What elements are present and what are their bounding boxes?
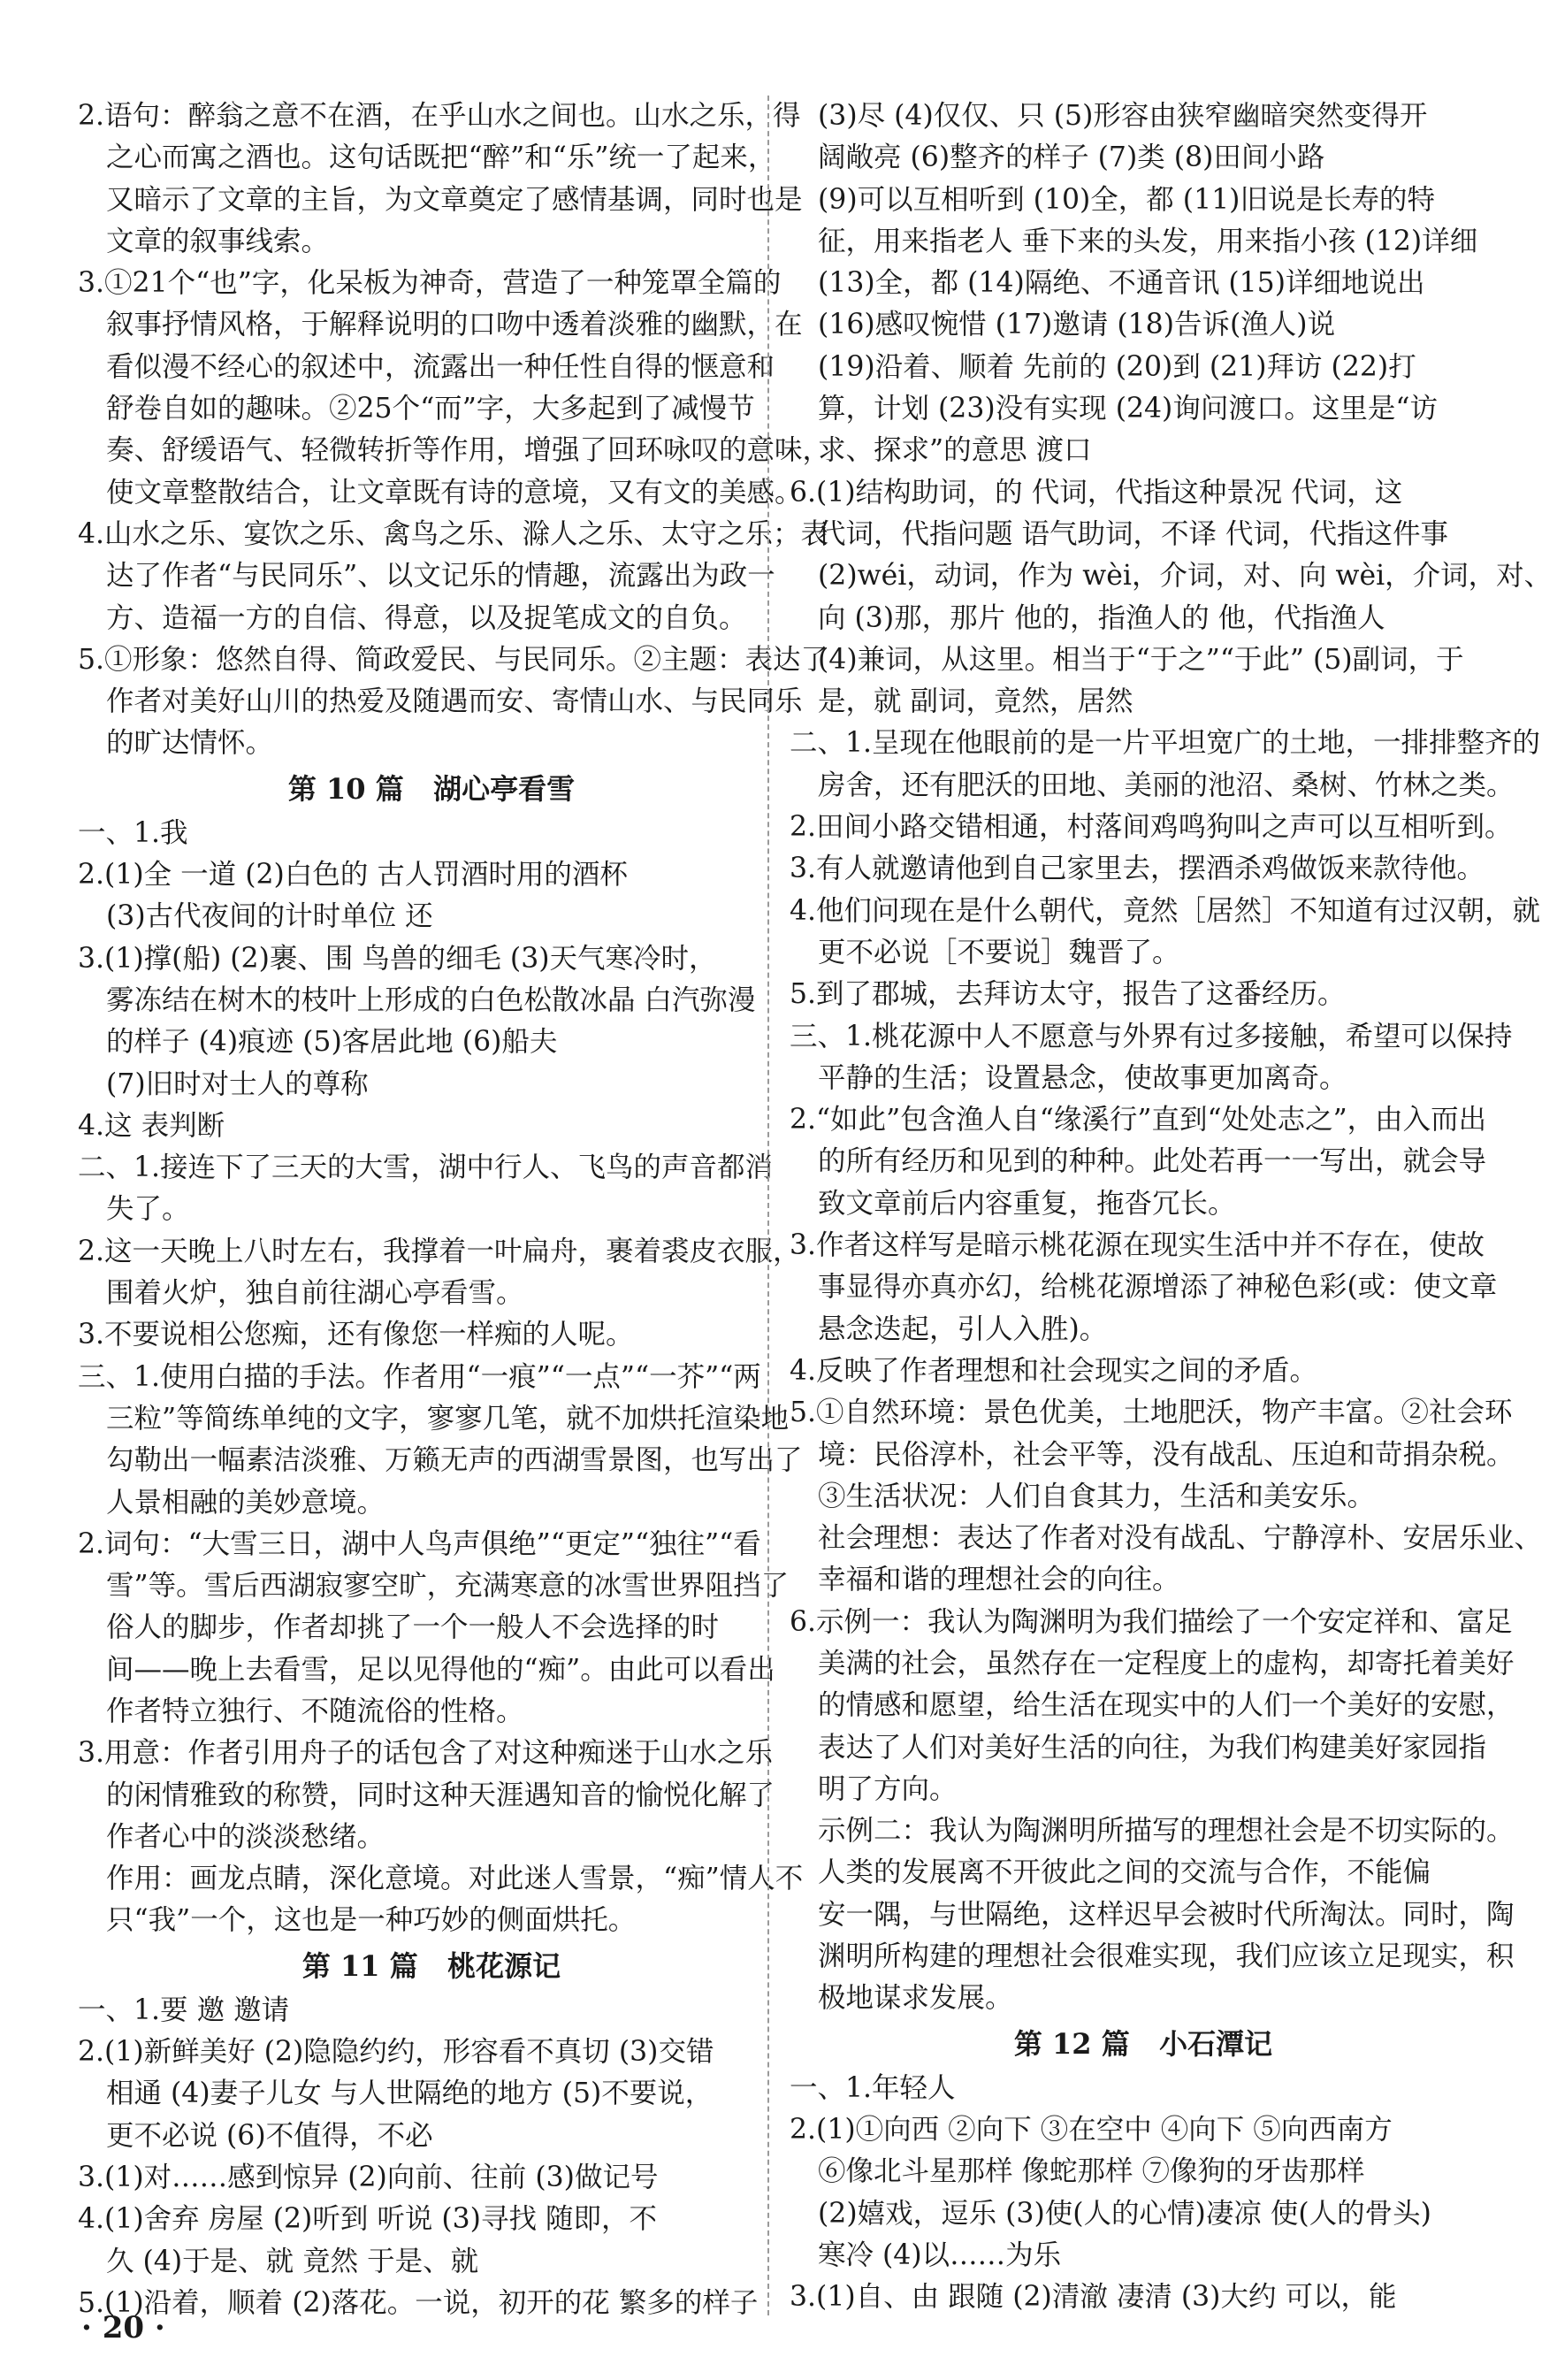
column-divider	[767, 96, 769, 2315]
answer-line: (16)感叹惋惜 (17)邀请 (18)告诉(渔人)说	[818, 309, 1336, 341]
answer-line: 围着火炉，独自前往湖心亭看雪。	[106, 1277, 524, 1310]
answer-line: 4.这 表判断	[78, 1109, 225, 1142]
answer-line: 明了方向。	[818, 1772, 958, 1805]
answer-line: 3.(1)撑(船) (2)裹、围 鸟兽的细毛 (3)天气寒冷时，	[78, 942, 717, 975]
answer-line: 阔敞亮 (6)整齐的样子 (7)类 (8)田间小路	[818, 142, 1325, 174]
answer-line: 文章的叙事线索。	[106, 225, 330, 257]
answer-line: 一、1.年轻人	[790, 2071, 956, 2104]
answer-line: 三、1.桃花源中人不愿意与外界有过多接触，希望可以保持	[790, 1020, 1513, 1052]
answer-line: 达了作者“与民同乐”、以文记乐的情趣，流露出为政一	[106, 560, 775, 593]
answer-line: 二、1.呈现在他眼前的是一片平坦宽广的土地，一排排整齐的	[790, 727, 1541, 760]
answer-line: (3)古代夜间的计时单位 还	[106, 900, 433, 933]
answer-line: 是，就 副词，竟然，居然	[818, 685, 1133, 718]
answer-line: 人类的发展离不开彼此之间的交流与合作，不能偏	[818, 1856, 1431, 1889]
answer-line: 的闲情雅致的称赞，同时这种天涯遇知音的愉悦化解了	[106, 1779, 775, 1811]
answer-line: (2)wéi，动词，作为 wèi，介词，对、向 wèi，介词，对、	[818, 560, 1553, 593]
answer-line: 舒卷自如的趣味。②25个“而”字，大多起到了减慢节	[106, 393, 755, 425]
answer-line: 更不必说［不要说］魏晋了。	[818, 936, 1180, 968]
answer-line: 雪”等。雪后西湖寂寥空旷，充满寒意的冰雪世界阻挡了	[106, 1570, 790, 1603]
page-number: · 20 ·	[81, 2310, 165, 2346]
answer-line: 极地谋求发展。	[818, 1982, 1013, 2015]
answer-line: 作者特立独行、不随流俗的性格。	[106, 1695, 524, 1727]
answer-line: 雾冻结在树木的枝叶上形成的白色松散冰晶 白汽弥漫	[106, 983, 756, 1016]
answer-line: 悬念迭起，引人入胜)。	[818, 1312, 1108, 1345]
answer-line: 俗人的脚步，作者却挑了一个一般人不会选择的时	[106, 1611, 720, 1644]
answer-line: 奏、舒缓语气、轻微转折等作用，增强了回环咏叹的意味，	[106, 434, 831, 467]
answer-line: (19)沿着、顺着 先前的 (20)到 (21)拜访 (22)打	[818, 350, 1416, 383]
answer-line: 3.用意：作者引用舟子的话包含了对这种痴迷于山水之乐	[78, 1737, 774, 1770]
answer-line: 境：民俗淳朴，社会平等，没有战乱、压迫和苛捐杂税。	[818, 1438, 1515, 1471]
answer-line: 使文章整散结合，让文章既有诗的意境，又有文的美感。	[106, 476, 803, 509]
section-heading: 第 10 篇 湖心亭看雪	[287, 771, 576, 806]
answer-line: 久 (4)于是、就 竟然 于是、就	[106, 2245, 479, 2277]
answer-line: 3.有人就邀请他到自己家里去，摆酒杀鸡做饭来款待他。	[790, 853, 1485, 885]
answer-line: 看似漫不经心的叙述中，流露出一种任性自得的惬意和	[106, 350, 775, 383]
answer-line: 5.(1)沿着，顺着 (2)落花。一说，初开的花 繁多的样子	[78, 2286, 759, 2319]
answer-line: 3.作者这样写是暗示桃花源在现实生活中并不存在，使故	[790, 1229, 1485, 1262]
answer-line: 求、探求”的意思 渡口	[818, 434, 1092, 467]
answer-line: 间——晚上去看雪，足以见得他的“痴”。由此可以看出	[106, 1653, 775, 1686]
section-heading: 第 12 篇 小石潭记	[1013, 2026, 1273, 2061]
answer-line: 3.①21个“也”字，化呆板为神奇，营造了一种笼罩全篇的	[78, 267, 782, 300]
answer-line: 表达了人们对美好生活的向往，为我们构建美好家园指	[818, 1731, 1487, 1764]
answer-line: 5.到了郡城，去拜访太守，报告了这番经历。	[790, 978, 1346, 1011]
answer-line: 事显得亦真亦幻，给桃花源增添了神秘色彩(或：使文章	[818, 1271, 1498, 1304]
answer-line: (4)兼词，从这里。相当于“于之”“于此” (5)副词，于	[818, 643, 1464, 676]
answer-line: (2)嬉戏，逗乐 (3)使(人的心情)凄凉 使(人的骨头)	[818, 2197, 1431, 2230]
answer-line: 2.(1)①向西 ②向下 ③在空中 ④向下 ⑤向西南方	[790, 2113, 1393, 2146]
answer-line: 5.①自然环境：景色优美，土地肥沃，物产丰富。②社会环	[790, 1397, 1513, 1429]
answer-line: 幸福和谐的理想社会的向往。	[818, 1564, 1180, 1596]
answer-line: 勾勒出一幅素洁淡雅、万籁无声的西湖雪景图，也写出了	[106, 1444, 803, 1477]
answer-line: ③生活状况：人们自食其力，生活和美安乐。	[818, 1480, 1376, 1512]
answer-line: 2.“如此”包含渔人自“缘溪行”直到“处处志之”，由入而出	[790, 1104, 1487, 1136]
answer-line: (13)全，都 (14)隔绝、不通音讯 (15)详细地说出	[818, 267, 1425, 300]
left-column	[78, 96, 831, 2324]
answer-line: 2.(1)新鲜美好 (2)隐隐约约，形容看不真切 (3)交错	[78, 2036, 714, 2069]
answer-line: (7)旧时对士人的尊称	[106, 1068, 369, 1100]
answer-line: 失了。	[106, 1193, 190, 1226]
answer-line: 3.不要说相公您痴，还有像您一样痴的人呢。	[78, 1319, 634, 1351]
answer-line: 4.(1)舍弃 房屋 (2)听到 听说 (3)寻找 随即，不	[78, 2203, 657, 2236]
answer-line: (9)可以互相听到 (10)全，都 (11)旧说是长寿的特	[818, 183, 1435, 216]
answer-line: 4.反映了作者理想和社会现实之间的矛盾。	[790, 1354, 1318, 1387]
answer-line: 4.他们问现在是什么朝代，竟然［居然］不知道有过汉朝，就	[790, 894, 1541, 927]
answer-line: 3.(1)对……感到惊异 (2)向前、往前 (3)做记号	[78, 2161, 659, 2193]
answer-line: 2.语句：醉翁之意不在酒，在乎山水之间也。山水之乐，得	[78, 100, 801, 132]
answer-line: (3)尽 (4)仅仅、只 (5)形容由狭窄幽暗突然变得开	[818, 100, 1428, 132]
answer-line: 三粒”等简练单纯的文字，寥寥几笔，就不加烘托渲染地	[106, 1402, 790, 1435]
answer-line: 人景相融的美妙意境。	[106, 1486, 385, 1519]
answer-line: 的样子 (4)痕迹 (5)客居此地 (6)船夫	[106, 1026, 558, 1059]
answer-line: 美满的社会，虽然存在一定程度上的虚构，却寄托着美好	[818, 1647, 1515, 1680]
answer-line: 的旷达情怀。	[106, 727, 274, 760]
answer-line: 只“我”一个，这也是一种巧妙的侧面烘托。	[106, 1904, 637, 1937]
answer-line: 6.(1)结构助词，的 代词，代指这种景况 代词，这	[790, 476, 1403, 509]
answer-line: 算，计划 (23)没有实现 (24)询问渡口。这里是“访	[818, 393, 1438, 425]
answer-line: 致文章前后内容重复，拖沓冗长。	[818, 1187, 1236, 1220]
answer-line: 一、1.我	[78, 816, 188, 849]
answer-line: 征，用来指老人 垂下来的头发，用来指小孩 (12)详细	[818, 225, 1478, 257]
answer-line: 方、造福一方的自信、得意，以及捉笔成文的自负。	[106, 601, 747, 634]
right-column	[790, 96, 1553, 2318]
answer-line: ⑥像北斗星那样 像蛇那样 ⑦像狗的牙齿那样	[818, 2155, 1365, 2188]
answer-line: 3.(1)自、由 跟随 (2)清澈 凄清 (3)大约 可以，能	[790, 2281, 1397, 2314]
answer-line: 更不必说 (6)不值得，不必	[106, 2119, 433, 2152]
answer-line: 又暗示了文章的主旨，为文章奠定了感情基调，同时也是	[106, 183, 803, 216]
answer-line: 安一隅，与世隔绝，这样迟早会被时代所淘汰。同时，陶	[818, 1898, 1515, 1931]
answer-line: 4.山水之乐、宴饮之乐、禽鸟之乐、滁人之乐、太守之乐；表	[78, 517, 829, 550]
answer-line: 一、1.要 邀 邀请	[78, 1994, 290, 2026]
answer-line: 2.田间小路交错相通，村落间鸡鸣狗叫之声可以互相听到。	[790, 811, 1513, 844]
answer-line: 2.这一天晚上八时左右，我撑着一叶扁舟，裹着裘皮衣服，	[78, 1235, 801, 1267]
answer-line: 的所有经历和见到的种种。此处若再一一写出，就会导	[818, 1145, 1487, 1178]
answer-line: 2.(1)全 一道 (2)白色的 古人罚酒时用的酒杯	[78, 859, 628, 892]
answer-line: 5.①形象：悠然自得、简政爱民、与民同乐。②主题：表达了	[78, 643, 829, 676]
answer-line: 作者心中的淡淡愁绪。	[106, 1820, 385, 1853]
answer-line: 2.词句：“大雪三日，湖中人鸟声俱绝”“更定”“独往”“看	[78, 1527, 761, 1560]
answer-line: 相通 (4)妻子儿女 与人世隔绝的地方 (5)不要说，	[106, 2078, 714, 2110]
answer-line: 寒冷 (4)以……为乐	[818, 2238, 1062, 2271]
answer-line: 叙事抒情风格，于解释说明的口吻中透着淡雅的幽默，在	[106, 309, 803, 341]
answer-line: 平静的生活；设置悬念，使故事更加离奇。	[818, 1061, 1347, 1094]
answer-line: 的情感和愿望，给生活在现实中的人们一个美好的安慰，	[818, 1689, 1515, 1722]
answer-line: 示例二：我认为陶渊明所描写的理想社会是不切实际的。	[818, 1815, 1515, 1848]
answer-line: 社会理想：表达了作者对没有战乱、宁静淳朴、安居乐业、	[818, 1522, 1543, 1555]
answer-line: 作者对美好山川的热爱及随遇而安、寄情山水、与民同乐	[106, 685, 803, 718]
section-heading: 第 11 篇 桃花源记	[301, 1948, 561, 1983]
answer-line: 作用：画龙点睛，深化意境。对此迷人雪景，“痴”情人不	[106, 1863, 804, 1895]
answer-line: 6.示例一：我认为陶渊明为我们描绘了一个安定祥和、富足	[790, 1605, 1513, 1638]
answer-line: 之心而寓之酒也。这句话既把“醉”和“乐”统一了起来，	[106, 142, 776, 174]
answer-line: 三、1.使用白描的手法。作者用“一痕”“一点”“一芥”“两	[78, 1360, 761, 1393]
answer-line: 向 (3)那，那片 他的，指渔人的 他，代指渔人	[818, 601, 1385, 634]
answer-line: 渊明所构建的理想社会很难实现，我们应该立足现实，积	[818, 1940, 1515, 1973]
answer-line: 代词，代指问题 语气助词，不译 代词，代指这件事	[818, 517, 1449, 550]
answer-line: 二、1.接连下了三天的大雪，湖中行人、飞鸟的声音都消	[78, 1152, 774, 1184]
answer-line: 房舍，还有肥沃的田地、美丽的池沼、桑树、竹林之类。	[818, 769, 1515, 801]
